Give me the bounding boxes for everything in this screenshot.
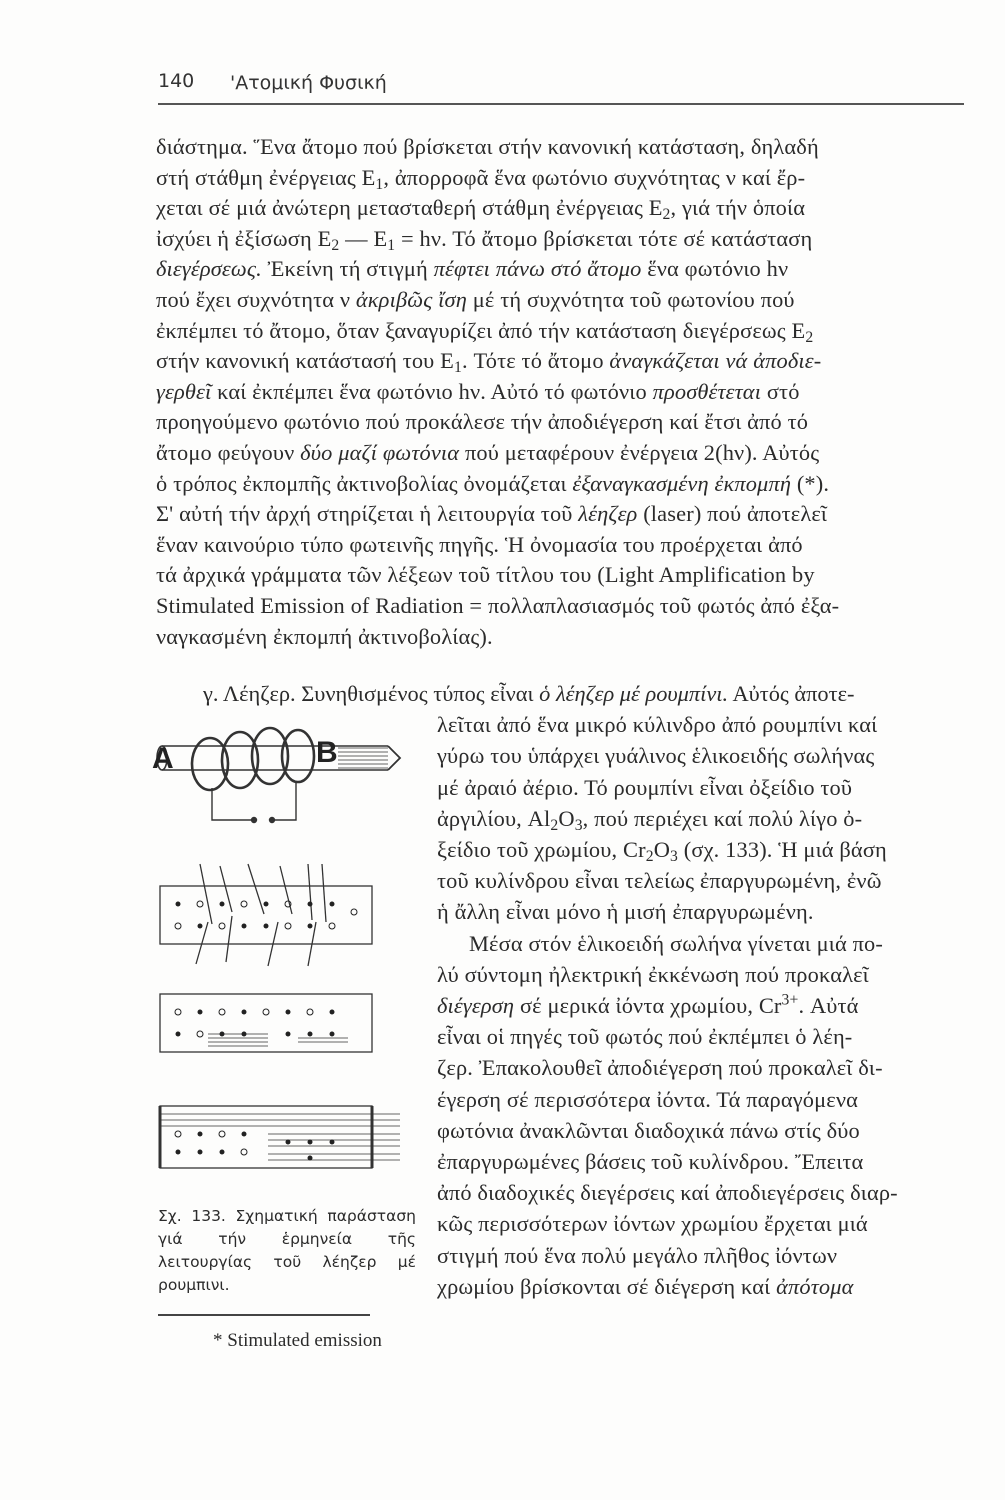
text-line: ξείδιο τοῦ χρωμίου, $Cr_2O_3$ (σχ. 133). Ἡ μιά βάση <box>437 837 887 865</box>
laser-diagram-svg <box>148 726 418 1196</box>
text-line: ζερ. Ἐπακολουθεῖ ἀποδιέγερση πού προκαλεῖ δι- <box>437 1055 883 1081</box>
label-a: A <box>152 742 174 775</box>
text-line: λεῖται ἀπό ἕνα μικρό κύλινδρο ἀπό ρουμπίνι καί <box>437 712 878 738</box>
text-line: πού ἔχει συχνότητα ν ἀκριβῶς ἴση μέ τή συχνότητα τοῦ φωτονίου πού <box>156 286 795 312</box>
text-line: Stimulated Emission of Radiation = πολλαπλασιασμός τοῦ φωτός ἀπό ἐξα- <box>156 592 840 618</box>
text-line: έγερση σέ περισσότερα ἰόντα. Τά παραγόμενα <box>437 1086 858 1112</box>
footnote: * Stimulated emission <box>213 1330 382 1351</box>
text-line: ἕναν καινούριο τύπο φωτεινῆς πηγῆς. Ἡ ὀνομασία του προέρχεται ἀπό <box>156 531 803 557</box>
running-title: 'Ατομική Φυσική <box>230 72 387 94</box>
text-line: κῶς περισσότερων ἰόντων χρωμίου ἔρχεται μιά <box>437 1211 868 1237</box>
text-line: γύρω του ὑπάρχει γυάλινος ἑλικοειδής σωλήνας <box>437 743 875 769</box>
text-line: διεγέρσεως. Ἐκείνη τή στιγμή πέφτει πάνω στό ἄτομο ἕνα φωτόνιο hν <box>156 256 789 282</box>
text-line: ἀργιλίου, $Al_2O_3$, πού περιέχει καί πολύ λίγο ὀ- <box>437 805 863 834</box>
page-number: 140 <box>158 70 195 92</box>
text-line: φωτόνια ἀνακλῶνται διαδοχικά πάνω στίς δύο <box>437 1117 860 1143</box>
section-g-column <box>437 678 967 1302</box>
text-line: ἐπαργυρωμένες βάσεις τοῦ κυλίνδρου. Ἔπειτα <box>437 1149 864 1175</box>
panel1-ions <box>175 901 357 929</box>
label-b: B <box>316 736 338 769</box>
text-line: μέ ἀραιό ἀέριο. Τό ρουμπίνι εἶναι ὀξείδιο τοῦ <box>437 774 853 800</box>
text-line: στή στάθμη ἐνέργειας $E_1$, ἀπορροφᾶ ἕνα φωτόνιο συχνότητας ν καί ἔρ- <box>156 164 806 193</box>
text-line: ὁ τρόπος ἐκπομπῆς ἀκτινοβολίας ὀνομάζεται ἐξαναγκασμένη ἐκπομπή (*). <box>156 470 830 496</box>
footnote-rule <box>158 1314 370 1316</box>
figure-133-laser-diagram <box>148 726 418 1200</box>
text-line: Σ' αὐτή τήν ἀρχή στηρίζεται ἡ λειτουργία τοῦ λέηζερ (laser) πού ἀποτελεῖ <box>156 501 828 527</box>
text-line: ναγκασμένη ἐκπομπή ἀκτινοβολίας). <box>156 623 493 649</box>
text-line: γερθεῖ καί ἐκπέμπει ἕνα φωτόνιο hν. Αὐτό τό φωτόνιο προσθέτεται στό <box>156 378 800 404</box>
text-line: χεται σέ μιά ἀνώτερη μετασταθερή στάθμη ἐνέργειας $E_2$, γιά τήν ὁποία <box>156 195 806 224</box>
figure-caption: Σχ. 133. Σχηματική παράσταση γιά τήν ἑρμηνεία τῆς λειτουργίας τοῦ λέηζερ μέ ρουμπινι. <box>158 1207 416 1294</box>
text-line: στιγμή πού ἕνα πολύ μεγάλο πλῆθος ἰόντων <box>437 1242 838 1268</box>
text-line: λύ σύντομη ἠλεκτρική ἐκκένωση πού προκαλεῖ <box>437 961 869 987</box>
discharge-wiring <box>212 782 296 823</box>
text-line: διάστημα. Ἕνα ἄτομο πού βρίσκεται στήν κανονική κατάσταση, δηλαδή <box>156 134 819 159</box>
running-header <box>158 70 964 104</box>
text-line: χρωμίου βρίσκονται σέ διέγερση καί ἀπότομα <box>437 1273 854 1299</box>
text-line: ἡ ἄλλη εἶναι μόνο ἡ μισή ἐπαργυρωμένη. <box>437 899 814 925</box>
text-line: εἶναι οἱ πηγές τοῦ φωτός πού ἐκπέμπει ὁ λέη- <box>437 1024 853 1050</box>
text-line: προηγούμενο φωτόνιο πού προκάλεσε τήν ἀποδιέγερση καί ἔτσι ἀπό τό <box>156 409 809 435</box>
text-line: ἀπό διαδοχικές διεγέρσεις καί ἀποδιεγέρσεις διαρ- <box>437 1180 898 1206</box>
text-line: ἐκπέμπει τό ἄτομο, ὅταν ξαναγυρίζει ἀπό τήν κατάσταση διεγέρσεως $E_2$ <box>156 317 814 346</box>
header-rule <box>158 103 964 105</box>
text-line: τοῦ κυλίνδρου εἶναι τελείως ἐπαργυρωμένη, ἐνῶ <box>437 868 882 894</box>
panel-amplification <box>160 1106 400 1168</box>
paragraph-stimulated-emission <box>156 132 966 652</box>
text-line: διέγερση σέ μερικά ἰόντα χρωμίου, $Cr^{3+}$. Αὐτά <box>437 991 859 1019</box>
text-line: ἄτομο φεύγουν δύο μαζί φωτόνια πού μεταφέρουν ἐνέργεια 2(hν). Αὐτός <box>156 439 820 465</box>
panel-emission <box>160 994 372 1052</box>
text-line: ἰσχύει ἡ ἐξίσωση $E_2$ — $E_1 = h\nu$. Τό ἄτομο βρίσκεται τότε σέ κατάσταση <box>156 225 813 254</box>
section-g-heading-line: γ. Λέηζερ. Συνηθισμένος τύπος εἶναι ὁ λέηζερ μέ ρουμπίνι. Αὐτός ἀποτε- <box>203 681 855 706</box>
panel-excitation <box>160 864 372 966</box>
helical-tube <box>192 728 314 790</box>
text-line: τά ἀρχικά γράμματα τῶν λέξεων τοῦ τίτλου του (Light Amplification by <box>156 562 815 588</box>
panel2-ions <box>175 1009 335 1037</box>
text-line: Μέσα στόν ἑλικοειδή σωλήνα γίνεται μιά πο- <box>469 930 884 956</box>
text-line: στήν κανονική κατάστασή του $E_1$. Τότε τό ἄτομο ἀναγκάζεται νά ἀποδιε- <box>156 348 822 377</box>
